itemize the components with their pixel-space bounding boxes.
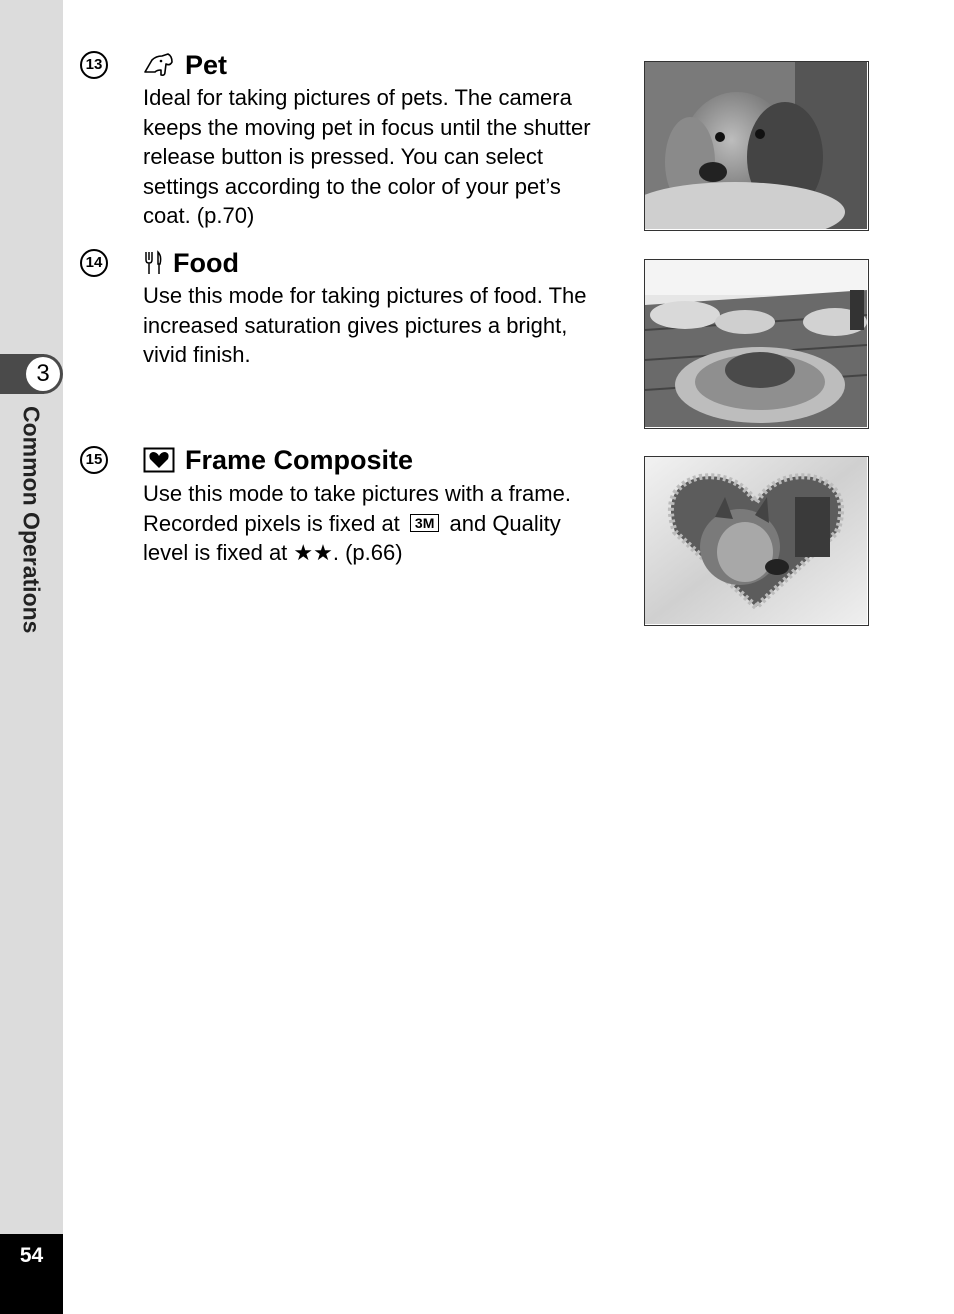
entry-title-frame-composite: Frame Composite <box>143 444 413 476</box>
entry-number: 15 <box>80 446 108 474</box>
entry-title-food: Food <box>143 247 239 279</box>
page-number: 54 <box>0 1234 63 1314</box>
food-icon <box>143 250 163 276</box>
pet-icon <box>143 52 175 78</box>
entry-title-pet: Pet <box>143 49 227 81</box>
pet-photo <box>644 61 869 231</box>
entry-description-pet: Ideal for taking pictures of pets. The camera keeps the moving pet in focus until the shutter release button is pressed. You can select settings according to the color of your pet’s coat. (p.70) <box>143 85 591 228</box>
side-bar <box>0 0 63 1314</box>
chapter-tab <box>0 354 63 394</box>
frame-composite-photo <box>644 456 869 626</box>
food-photo <box>644 259 869 429</box>
chapter-title: Common Operations <box>18 406 45 634</box>
recorded-pixels-badge: 3M <box>410 514 439 532</box>
chapter-number: 3 <box>26 357 60 391</box>
entry-number: 14 <box>80 249 108 277</box>
frame-composite-icon <box>143 447 175 473</box>
entry-description-food: Use this mode for taking pictures of food. The increased saturation gives pictures a bright, vivid finish. <box>143 283 587 367</box>
entry-number: 13 <box>80 51 108 79</box>
entry-description-frame-composite: Use this mode to take pictures with a frame. Recorded pixels is fixed at 3M and Quality level is fixed at ★★. (p.66) <box>143 481 571 565</box>
